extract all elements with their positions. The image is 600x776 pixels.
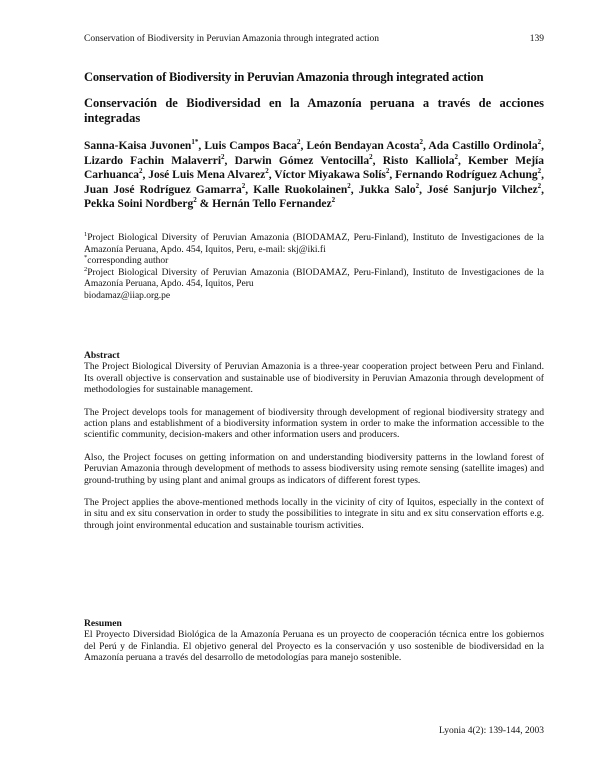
author-separator: , — [389, 169, 396, 181]
affiliations — [84, 230, 544, 302]
author-name: Sanna-Kaisa Juvonen — [84, 140, 192, 152]
author-name: José Sanjurjo Vilchez — [427, 183, 538, 196]
author-separator: , — [423, 140, 429, 152]
author-affiliation-marker: 2 — [419, 138, 424, 147]
author-affiliation-marker: 1* — [191, 138, 199, 147]
author-affiliation-marker: 2 — [385, 167, 390, 176]
author-name: Juan José Rodríguez Gamarra — [84, 183, 242, 196]
citation-footer: Lyonia 4(2): 139-144, 2003 — [438, 726, 544, 736]
resumen-section — [84, 618, 544, 675]
author-list — [84, 139, 544, 212]
author-affiliation-marker: 2 — [537, 181, 542, 190]
author-separator: , — [245, 183, 254, 196]
author-separator: , — [541, 183, 545, 196]
affiliation-1 — [84, 230, 544, 256]
affiliation-2 — [84, 265, 544, 291]
resumen-heading: Resumen — [84, 618, 122, 629]
author-name: Kalle Ruokolainen — [253, 183, 348, 196]
author-name: José Luis Mena Alvarez — [148, 169, 266, 181]
author-affiliation-marker: 2 — [454, 152, 458, 161]
author-name: Víctor Miyakawa Solís — [274, 169, 386, 181]
page-number: 139 — [529, 34, 544, 44]
affiliation-1-marker: 1 — [84, 230, 88, 238]
author-name: Fernando Rodríguez Achung — [395, 169, 538, 181]
title-spanish: Conservación de Biodiversidad en la Amazonía peruana a través de acciones integradas — [84, 96, 544, 125]
abstract-paragraph: The Project Biological Diversity of Peruvian Amazonia is a three-year cooperation project between Peru and Finland. Its overall objective is conservation and sustainable use of biodiversity in Peruvian Amazonia through development of methodologies for sustainable management. — [84, 361, 544, 396]
author-name: Risto Kalliola — [382, 154, 455, 167]
author-separator: , — [268, 169, 275, 181]
author-name: León Bendayan Acosta — [306, 140, 420, 152]
author-separator: , — [350, 183, 359, 196]
author-affiliation-marker: 2 — [138, 167, 143, 176]
author-affiliation-marker: 2 — [537, 138, 542, 147]
author-affiliation-marker: 2 — [369, 152, 373, 161]
author-affiliation-marker: 2 — [241, 181, 246, 190]
author-affiliation-marker: 2 — [331, 196, 336, 205]
author-affiliation-marker: 2 — [347, 181, 351, 190]
author-name: Darwin Gómez Ventocilla — [234, 154, 370, 167]
abstract-paragraph: The Project develops tools for management of biodiversity through development of regional biodiversity strategy and action plans and establishment of a biodiversity information system in order to make the information accessible to the scientific community, decision-makers and other information users and producers. — [84, 406, 544, 441]
author-affiliation-marker: 2 — [265, 167, 269, 176]
abstract-section — [84, 350, 544, 542]
abstract-paragraph: The Project applies the above-mentioned methods locally in the vicinity of city of Iquitos, especially in the context of in situ and ex situ conservation in order to study the possibilities to integrate in situ and ex situ conservation efforts e.g. through joint environmental education and sustainable tourism activities. — [84, 497, 544, 531]
abstract-heading: Abstract — [84, 350, 120, 361]
corresponding-text: corresponding author — [87, 256, 169, 266]
author-separator: , — [419, 183, 428, 196]
abstract-paragraph: Also, the Project focuses on getting information on and understanding biodiversity patterns in the lowland forest of Peruvian Amazonia through development of methods to assess biodiversity using remote sensing (satellite images) and ground-truthing by using plant and animal groups as indicators of different forest types. — [84, 451, 544, 486]
author-separator: , — [142, 169, 149, 181]
author-affiliation-marker: 2 — [537, 167, 542, 176]
title-english: Conservation of Biodiversity in Peruvian Amazonia through integrated action — [84, 70, 484, 84]
running-title: Conservation of Biodiversity in Peruvian Amazonia through integrated action — [84, 34, 379, 44]
author-name: Pekka Soini Nordberg — [84, 198, 194, 210]
resumen-paragraph: El Proyecto Diversidad Biológica de la Amazonía Peruana es un proyecto de cooperación técnica entre los gobiernos del Perú y de Finlandia. El objetivo general del Proyecto es la conservación y uso sostenible de biodiversidad en la Amazonía peruana a través del desarrollo de metodologías para manejo sostenible. — [84, 629, 544, 664]
author-separator: , — [372, 154, 383, 167]
author-separator: & — [196, 198, 213, 210]
corresponding-note — [84, 253, 544, 268]
author-name: Lizardo Fachin Malaverri — [84, 154, 222, 167]
author-name: Kember Mejía Carhuanca — [84, 154, 544, 181]
affiliation-2-email[interactable]: biodamaz@iiap.org.pe — [84, 290, 171, 301]
author-affiliation-marker: 2 — [415, 181, 420, 190]
affiliation-2-marker: 2 — [84, 265, 88, 273]
author-affiliation-marker: 2 — [296, 138, 301, 147]
running-header — [84, 34, 544, 44]
author-name: Ada Castillo Ordinola — [428, 140, 538, 152]
author-separator: , — [224, 154, 235, 167]
author-separator: , — [541, 140, 544, 152]
author-separator: , — [198, 140, 205, 152]
affiliation-2-text: Project Biological Diversity of Peruvian Amazonia (BIODAMAZ, Peru-Finland), Instituto de Investigaciones de la Amazonía Peruana, Apdo. 454, Iquitos, Peru — [84, 267, 544, 289]
author-separator: , — [300, 140, 307, 152]
affiliation-1-text: Project Biological Diversity of Peruvian Amazonia (BIODAMAZ, Peru-Finland), Instituto de Investigaciones de la Amazonía Peruana, Apdo. 454, Iquitos, Peru, e-mail: skj@iki.fi — [84, 233, 544, 255]
author-affiliation-marker: 2 — [193, 196, 197, 205]
corresponding-marker: * — [84, 253, 88, 261]
author-separator: , — [541, 169, 544, 181]
author-name: Jukka Salo — [358, 183, 416, 196]
author-separator: , — [457, 154, 469, 167]
author-name: Hernán Tello Fernandez — [212, 198, 332, 210]
author-name: Luis Campos Baca — [204, 140, 297, 152]
author-affiliation-marker: 2 — [221, 152, 225, 161]
